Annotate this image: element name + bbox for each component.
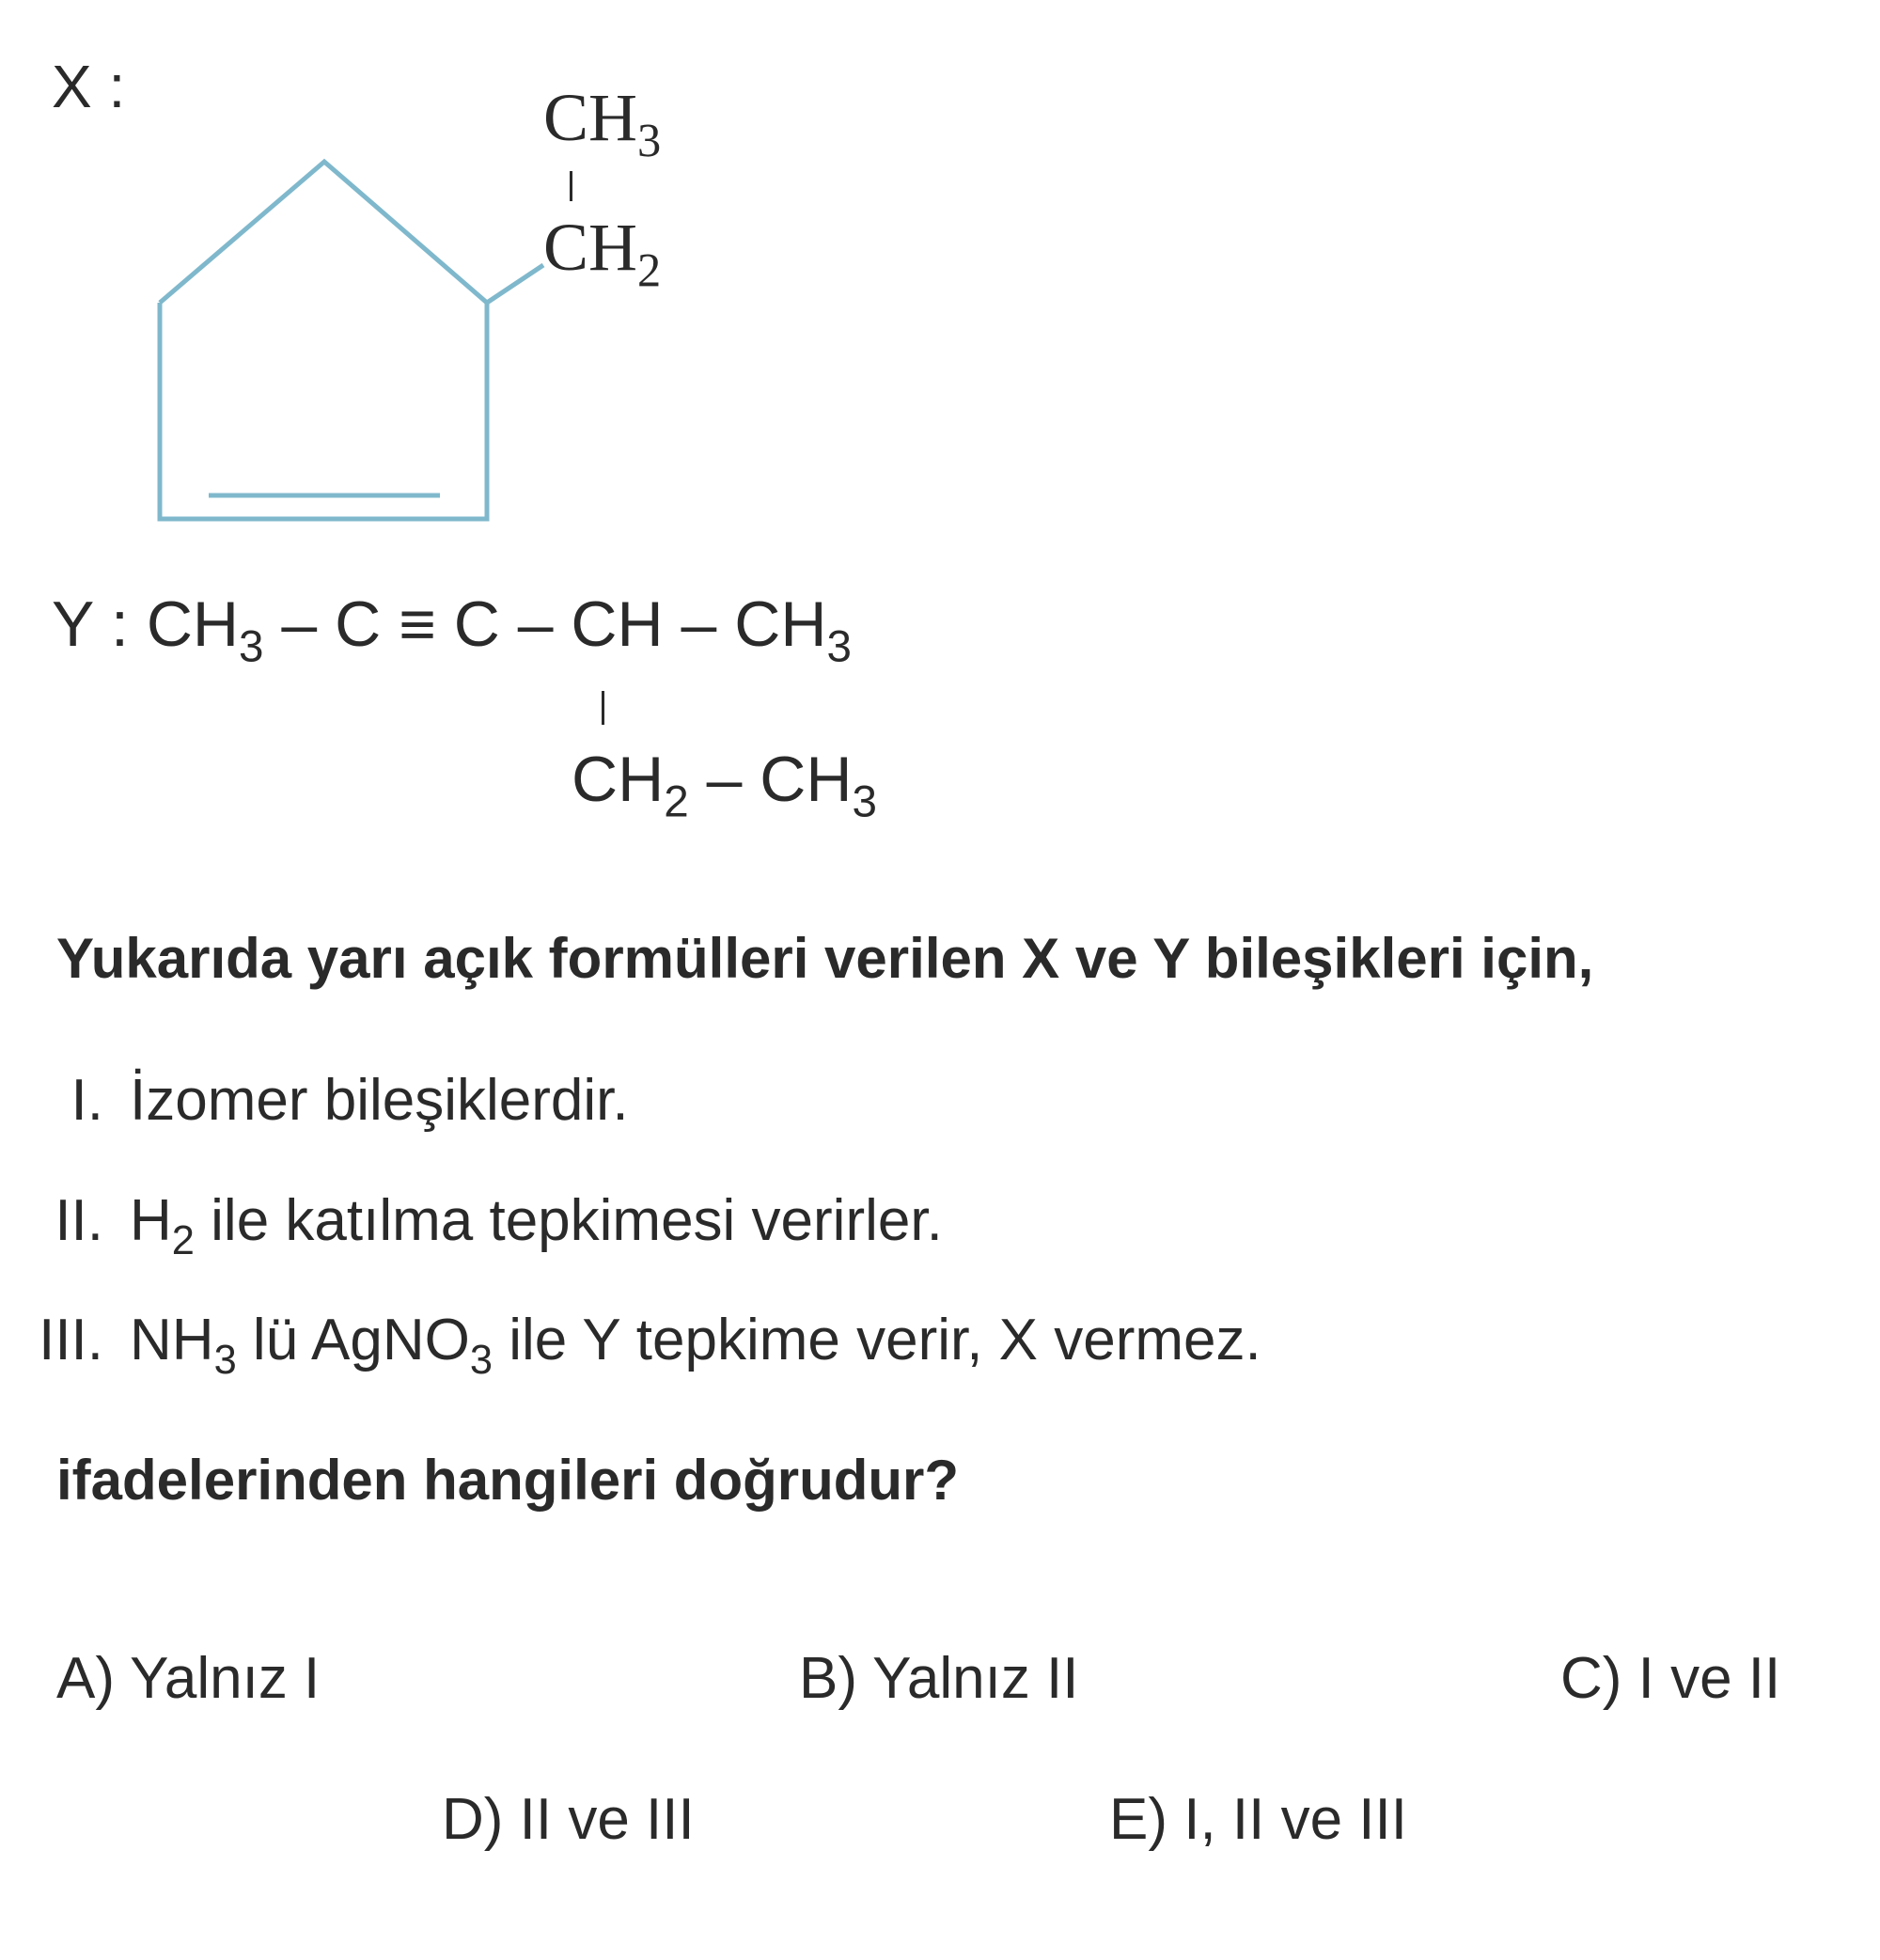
statement-3: III. $NH_3$ lü AgNO$_3$ ile Y tepkime verir, X vermez. xyxy=(39,1308,1261,1384)
compound-y-branch: $CH_2 - CH_3$ xyxy=(572,744,878,827)
x-substituent-ch3: $CH_3$ xyxy=(543,80,662,167)
option-e[interactable]: E) I, II ve III xyxy=(1109,1787,1407,1852)
y-branch-bond xyxy=(602,691,604,725)
statement-1: I. İzomer bileşiklerdir. xyxy=(70,1068,629,1133)
ring-to-ch2-bond xyxy=(487,265,543,303)
option-a[interactable]: A) Yalnız I xyxy=(56,1646,321,1711)
compound-x-label: X : xyxy=(52,53,126,120)
closing-question: ifadelerinden hangileri doğrudur? xyxy=(56,1449,960,1512)
option-d[interactable]: D) II ve III xyxy=(442,1787,695,1852)
statement-2: II. $H_2$ ile katılma tepkimesi verirler. xyxy=(55,1188,943,1264)
question-text: Yukarıda yarı açık formülleri verilen X ve Y bileşikleri için, xyxy=(56,927,1594,990)
compound-y-main-chain: Y : $CH_3 - C \equiv C$ – CH – $CH_3$ xyxy=(52,588,852,672)
option-b[interactable]: B) Yalnız II xyxy=(799,1646,1079,1711)
x-substituent-ch2: $CH_2$ xyxy=(543,210,662,297)
ring-outline xyxy=(160,162,487,519)
option-c[interactable]: C) I ve II xyxy=(1560,1646,1781,1711)
x-substituent-bond xyxy=(570,171,572,201)
